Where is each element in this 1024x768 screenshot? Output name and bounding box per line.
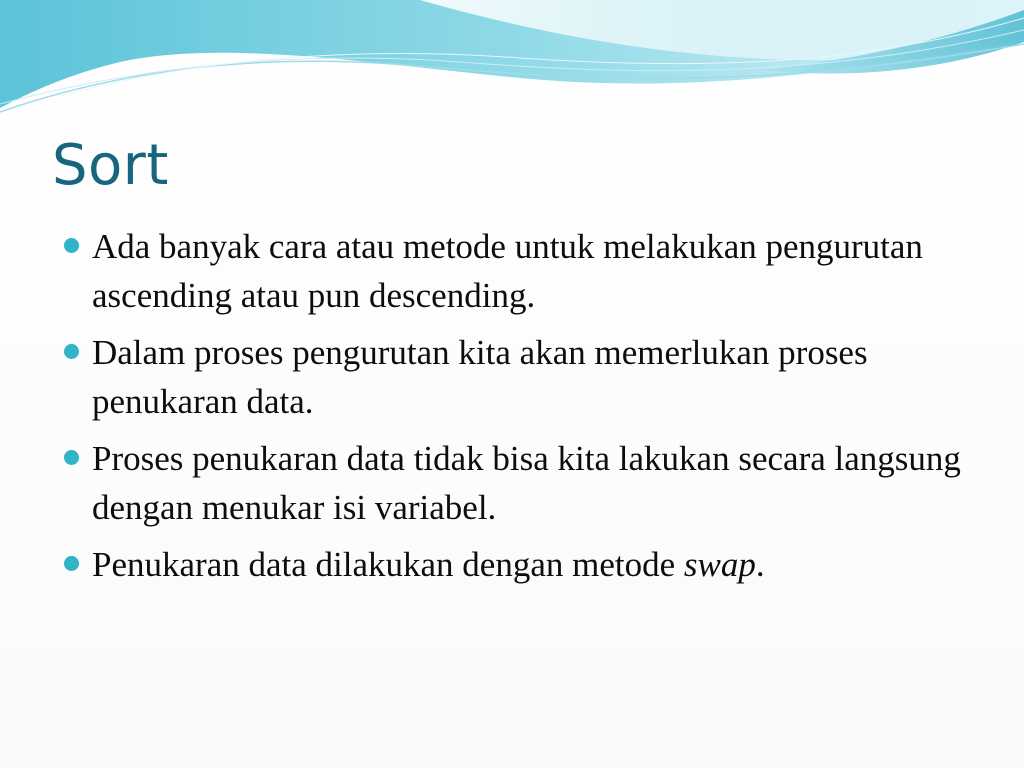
bullet-icon xyxy=(64,238,79,253)
emphasis-swap: swap xyxy=(683,545,756,584)
bullet-item xyxy=(62,434,962,532)
bullet-icon xyxy=(64,344,79,359)
bullet-text: Proses penukaran data tidak bisa kita lakukan secara langsung dengan menukar isi variabel. xyxy=(92,439,961,527)
bullet-item xyxy=(62,540,962,589)
bullet-icon xyxy=(64,556,79,571)
bullet-text xyxy=(92,545,765,584)
wave-header-decoration xyxy=(0,0,1024,120)
slide-title: Sort xyxy=(52,133,169,198)
bullet-text-part: . xyxy=(755,545,765,584)
bullet-list xyxy=(62,222,962,597)
bullet-item xyxy=(62,222,962,320)
bullet-text: Dalam proses pengurutan kita akan memerlukan proses penukaran data. xyxy=(92,333,868,421)
bullet-text-part: Penukaran data dilakukan dengan metode xyxy=(92,545,684,584)
bullet-text: Ada banyak cara atau metode untuk melakukan pengurutan ascending atau pun descending. xyxy=(92,227,923,315)
bullet-item xyxy=(62,328,962,426)
bullet-icon xyxy=(64,450,79,465)
